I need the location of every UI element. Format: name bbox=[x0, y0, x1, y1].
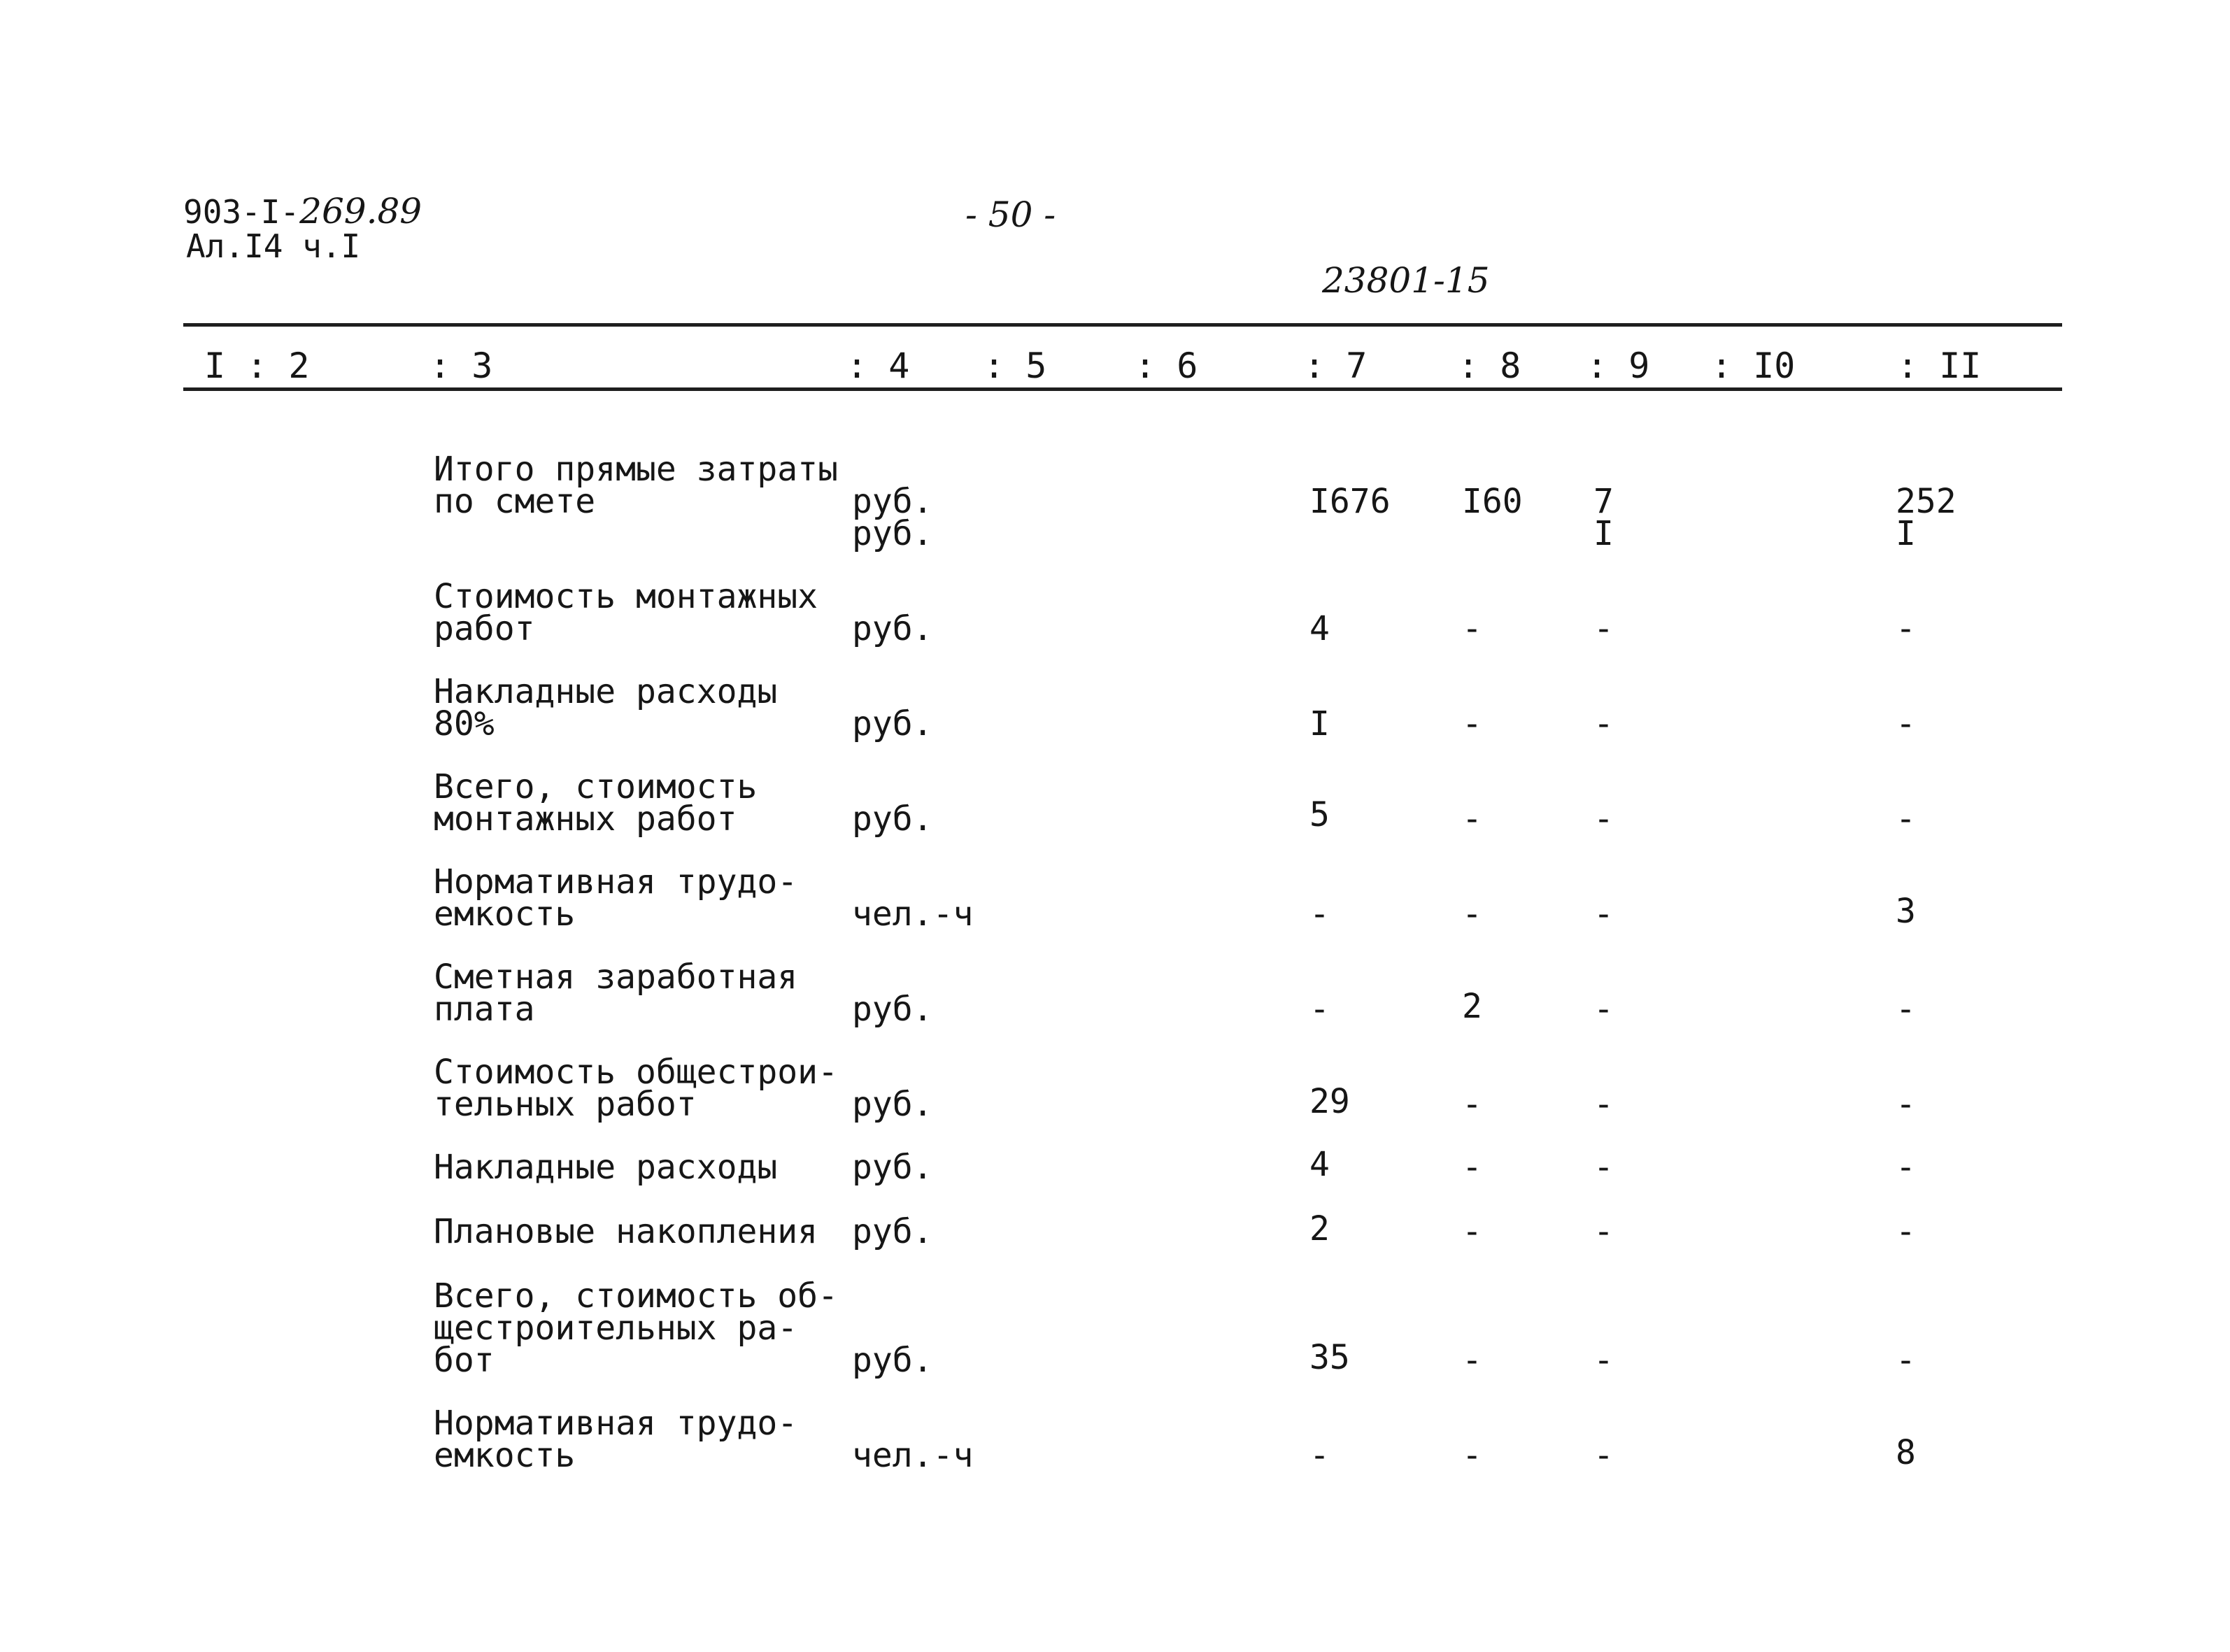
row-description bbox=[434, 862, 798, 934]
row-description bbox=[434, 577, 818, 648]
row-value-col7: - bbox=[1309, 895, 1330, 934]
row-value-col11: 8 bbox=[1896, 1433, 1916, 1472]
row-value-col9: - bbox=[1593, 1341, 1614, 1380]
row-description-line: по смете bbox=[434, 482, 596, 521]
row-description bbox=[434, 767, 758, 839]
row-description bbox=[434, 1404, 798, 1475]
row-unit: руб. bbox=[852, 799, 933, 839]
row-unit: руб. bbox=[852, 609, 933, 648]
row-description-line: Стоимость монтажных bbox=[434, 577, 818, 616]
row-description-line: емкость bbox=[434, 895, 576, 934]
document-code-printed: 903-I- bbox=[183, 193, 300, 231]
row-value-col8: I60 bbox=[1462, 482, 1523, 521]
row-value-col7: I bbox=[1309, 704, 1330, 743]
row-value-col11: - bbox=[1896, 1148, 1916, 1187]
row-description-line: Сметная заработная bbox=[434, 957, 798, 997]
row-value-col7: I676 bbox=[1309, 482, 1391, 521]
col-num-8: : 8 bbox=[1458, 346, 1521, 386]
page-number: - 50 - bbox=[965, 194, 1056, 235]
row-value-col7: 4 bbox=[1309, 609, 1330, 648]
inventory-number: 23801-15 bbox=[1322, 260, 1490, 301]
row-value-col11: - bbox=[1896, 1212, 1916, 1251]
row-value-col9: - bbox=[1593, 1148, 1614, 1187]
row-value-col7: 4 bbox=[1309, 1145, 1330, 1184]
col-num-3: : 3 bbox=[429, 346, 493, 386]
row-value-line: I bbox=[1896, 514, 1916, 553]
row-value-col7: 2 bbox=[1309, 1209, 1330, 1248]
col-num-4: : 4 bbox=[846, 346, 910, 386]
row-description-line: плата bbox=[434, 990, 535, 1029]
row-description-line: работ bbox=[434, 609, 535, 648]
row-description-line: бот bbox=[434, 1341, 495, 1380]
row-description-line: тельных работ bbox=[434, 1085, 697, 1124]
row-description bbox=[434, 957, 798, 1029]
row-value-col11: - bbox=[1896, 990, 1916, 1029]
col-num-11: : II bbox=[1897, 346, 1982, 386]
row-value-col8: - bbox=[1462, 799, 1482, 839]
row-value-col8: - bbox=[1462, 704, 1482, 743]
row-value-col11 bbox=[1896, 482, 1956, 553]
row-unit: чел.-ч bbox=[852, 895, 974, 934]
row-value-col8: - bbox=[1462, 1436, 1482, 1475]
row-value-col9: - bbox=[1593, 704, 1614, 743]
row-unit-line: руб. bbox=[852, 482, 933, 521]
row-value-col11: - bbox=[1896, 799, 1916, 839]
row-description-line: Стоимость общестрои- bbox=[434, 1053, 838, 1092]
row-value-col9: - bbox=[1593, 1212, 1614, 1251]
row-value-col8: - bbox=[1462, 1212, 1482, 1251]
row-value-col9: - bbox=[1593, 609, 1614, 648]
row-description bbox=[434, 672, 778, 743]
row-description-line: Итого прямые затраты bbox=[434, 450, 838, 489]
row-value-col11: - bbox=[1896, 1085, 1916, 1124]
row-value-line: I bbox=[1593, 514, 1614, 553]
row-value-col11: - bbox=[1896, 704, 1916, 743]
document-code bbox=[183, 191, 422, 232]
row-description-line: 80% bbox=[434, 704, 495, 743]
row-value-col8: 2 bbox=[1462, 987, 1482, 1026]
row-value-col7: 35 bbox=[1309, 1338, 1350, 1377]
row-description bbox=[434, 450, 838, 521]
row-unit: руб. bbox=[852, 1341, 933, 1380]
header-bottom-rule bbox=[183, 387, 2062, 391]
row-value-col7: 5 bbox=[1309, 795, 1330, 834]
row-value-line: 252 bbox=[1896, 482, 1956, 521]
row-description bbox=[434, 1276, 838, 1380]
col-num-6: : 6 bbox=[1135, 346, 1198, 386]
row-value-line: 7 bbox=[1593, 482, 1614, 521]
row-value-col9: - bbox=[1593, 990, 1614, 1029]
row-value-col9: - bbox=[1593, 1085, 1614, 1124]
row-description-line: Всего, стоимость bbox=[434, 767, 758, 806]
col-num-1-2: I : 2 bbox=[204, 346, 310, 386]
row-description bbox=[434, 1053, 838, 1124]
row-unit: руб. bbox=[852, 1148, 933, 1187]
col-num-5: : 5 bbox=[983, 346, 1047, 386]
row-value-col8: - bbox=[1462, 1341, 1482, 1380]
col-num-10: : I0 bbox=[1711, 346, 1796, 386]
row-unit: чел.-ч bbox=[852, 1436, 974, 1475]
col-num-9: : 9 bbox=[1586, 346, 1650, 386]
row-description-line: Нормативная трудо- bbox=[434, 1404, 798, 1443]
row-description-line: Нормативная трудо- bbox=[434, 862, 798, 902]
row-value-col7: 29 bbox=[1309, 1082, 1350, 1121]
row-description-line: Всего, стоимость об- bbox=[434, 1276, 838, 1316]
row-value-col9: - bbox=[1593, 799, 1614, 839]
row-description-line: монтажных работ bbox=[434, 799, 737, 839]
row-value-col8: - bbox=[1462, 1085, 1482, 1124]
row-description-line: щестроительных ра- bbox=[434, 1309, 798, 1348]
row-unit-line: руб. bbox=[852, 514, 933, 553]
row-value-col8: - bbox=[1462, 1148, 1482, 1187]
row-value-col7: - bbox=[1309, 990, 1330, 1029]
row-value-col9 bbox=[1593, 482, 1614, 553]
row-description: Плановые накопления bbox=[434, 1212, 818, 1251]
header-top-rule bbox=[183, 323, 2062, 327]
row-value-col11: - bbox=[1896, 1341, 1916, 1380]
document-code-handwritten: 269.89 bbox=[299, 191, 422, 232]
row-value-col8: - bbox=[1462, 895, 1482, 934]
row-value-col9: - bbox=[1593, 1436, 1614, 1475]
row-unit: руб. bbox=[852, 1212, 933, 1251]
row-value-col7: - bbox=[1309, 1436, 1330, 1475]
row-unit: руб. bbox=[852, 1085, 933, 1124]
row-description-line: емкость bbox=[434, 1436, 576, 1475]
row-value-col11: 3 bbox=[1896, 892, 1916, 931]
row-unit: руб. bbox=[852, 704, 933, 743]
row-unit: руб. bbox=[852, 990, 933, 1029]
row-value-col9: - bbox=[1593, 895, 1614, 934]
row-description: Накладные расходы bbox=[434, 1148, 778, 1187]
row-description-line: Накладные расходы bbox=[434, 672, 778, 711]
album-label: Ал.I4 ч.I bbox=[186, 227, 361, 265]
row-value-col8: - bbox=[1462, 609, 1482, 648]
row-value-col11: - bbox=[1896, 609, 1916, 648]
col-num-7: : 7 bbox=[1304, 346, 1368, 386]
row-unit bbox=[852, 482, 933, 553]
column-number-row bbox=[183, 346, 2062, 385]
